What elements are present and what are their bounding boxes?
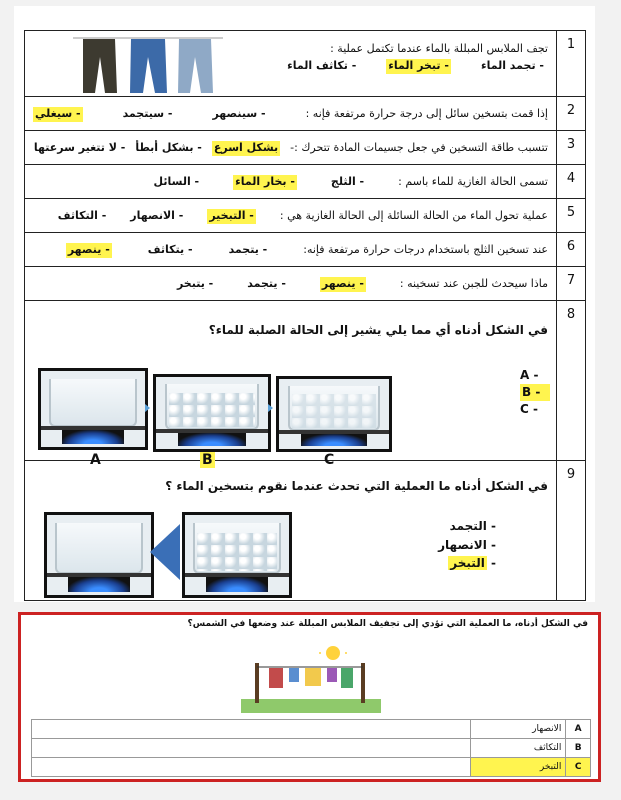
option-2[interactable]: - بشكل أبطأ: [135, 141, 202, 154]
textbook-photo: [18, 612, 601, 782]
question-number: 9: [557, 461, 586, 601]
option-2[interactable]: - يتكاثف: [147, 243, 193, 256]
question-stem: تجف الملابس المبللة بالماء عندما تكتمل عملية :: [330, 42, 548, 55]
choice-c[interactable]: C -: [520, 401, 538, 416]
option-2-selected[interactable]: - بخار الماء: [235, 175, 295, 188]
option-row-selected[interactable]: [32, 758, 591, 777]
arrow-icon: [268, 404, 273, 412]
option-1-selected[interactable]: - التبخير: [209, 209, 254, 222]
question-stem: إذا قمت بتسخين سائل إلى درجة حرارة مرتفعة فإنه :: [305, 107, 548, 120]
option-letter: A: [566, 720, 591, 739]
option-row[interactable]: [32, 720, 591, 739]
question-row: [25, 31, 586, 97]
question-number: 3: [557, 131, 586, 165]
option-row[interactable]: [32, 739, 591, 758]
option-1[interactable]: - يتجمد: [228, 243, 268, 256]
option-3[interactable]: - السائل: [153, 175, 200, 188]
option-3[interactable]: - لا تتغير سرعتها: [33, 141, 126, 154]
question-number: 5: [557, 199, 586, 233]
question-number: 6: [557, 233, 586, 267]
option-blank: [32, 720, 471, 739]
question-stem: عند تسخين الثلج باستخدام درجات حرارة مرتفعة فإنه:: [303, 243, 548, 256]
arrow-left-icon: [150, 524, 180, 580]
option-1-selected[interactable]: - ينصهر: [321, 277, 364, 290]
pot-image-water: [44, 512, 154, 598]
option-3[interactable]: - التكاثف: [57, 209, 107, 222]
choice-b-selected[interactable]: B -: [520, 384, 550, 401]
question-number: 1: [557, 31, 586, 97]
caption-b: B: [202, 452, 213, 468]
option-letter: C: [566, 758, 591, 777]
option-text: التكاثف: [470, 739, 565, 758]
option-text: التبخر: [470, 758, 565, 777]
question-row: [25, 165, 586, 199]
choice-label: التجمد: [449, 519, 487, 533]
flame-icon: [178, 433, 245, 446]
option-3-selected[interactable]: - سيغلي: [35, 107, 81, 120]
pot-image-a: [38, 368, 148, 450]
option-2[interactable]: - يتجمد: [247, 277, 286, 290]
option-blank: [32, 739, 471, 758]
option-2[interactable]: - سيتجمد: [122, 107, 173, 120]
clothesline-scene-image: [241, 643, 381, 713]
options: [33, 107, 548, 122]
option-1-selected[interactable]: بشكل اسرع: [213, 141, 279, 154]
question-row: [25, 97, 586, 131]
question-stem: في الشكل أدناه أي مما يلي يشير إلى الحالة الصلبة للماء؟: [208, 323, 548, 337]
flame-icon: [68, 577, 130, 591]
caption-c: C: [324, 452, 335, 468]
options: [33, 175, 548, 190]
question-stem: في الشكل أدناه، ما العملية التي تؤدي إلى تجفيف الملابس المبللة عند وضعها في الشمس؟: [187, 619, 588, 629]
question-number: 7: [557, 267, 586, 301]
option-3-selected[interactable]: - ينصهر: [67, 243, 110, 256]
flame-icon: [301, 434, 367, 447]
question-stem: في الشكل أدناه ما العملية التي تحدث عندما نقوم بتسخين الماء ؟: [165, 479, 548, 493]
jeans-image: [73, 35, 223, 95]
pot-glass: [55, 523, 142, 574]
pot-glass: [49, 379, 136, 428]
option-1[interactable]: - الثلج: [330, 175, 365, 188]
answer-options-table: [31, 719, 591, 777]
question-number: 4: [557, 165, 586, 199]
option-letter: B: [566, 739, 591, 758]
pot-image-ice: [182, 512, 292, 598]
question-number: 2: [557, 97, 586, 131]
option-3[interactable]: - يتبخر: [176, 277, 214, 290]
pot-image-c: [276, 376, 392, 452]
question-row: [25, 131, 586, 165]
question-stem: عملية تحول الماء من الحالة السائلة إلى الحالة الغازية هي :: [279, 209, 548, 222]
ice-cubes: [197, 533, 276, 571]
options: [33, 277, 548, 292]
question-stem: تسمى الحالة الغازية للماء باسم :: [398, 175, 548, 188]
question-row: [25, 267, 586, 301]
flame-icon: [206, 577, 268, 591]
choice-label: الانصهار: [438, 537, 487, 552]
option-1[interactable]: - تجمد الماء: [480, 58, 544, 72]
question-stem: ماذا سيحدث للجبن عند تسخينه :: [399, 277, 548, 290]
q9-choices: [406, 517, 496, 573]
option-2[interactable]: - الانصهار: [130, 209, 184, 222]
choice-evaporation-selected[interactable]: - التبخر: [450, 556, 496, 571]
question-stem: تتسبب طاقة التسخين في جعل جسيمات المادة تتحرك :-: [290, 141, 548, 154]
choice-melting[interactable]: - الانصهار: [438, 537, 496, 552]
option-1[interactable]: - سينصهر: [212, 107, 266, 120]
option-text: الانصهار: [470, 720, 565, 739]
option-3[interactable]: - تكاثف الماء: [287, 58, 357, 72]
option-blank: [32, 758, 471, 777]
options: [33, 209, 548, 224]
ice-cubes: [169, 393, 254, 428]
caption-a: A: [90, 452, 101, 468]
option-2-selected[interactable]: - تبخر الماء: [388, 58, 449, 72]
ice-cubes: [292, 394, 376, 428]
choice-label: التبخر: [450, 556, 485, 571]
options: [33, 141, 548, 156]
choice-a[interactable]: A -: [520, 368, 539, 382]
flame-icon: [62, 430, 124, 444]
choice-freezing[interactable]: - التجمد: [449, 519, 496, 533]
pot-image-b: [153, 374, 271, 452]
question-row: [25, 199, 586, 233]
options: [33, 243, 548, 258]
question-number: 8: [557, 301, 586, 461]
worksheet: [14, 6, 595, 602]
arrow-icon: [145, 404, 150, 412]
abc-choices: [520, 367, 550, 417]
question-row: [25, 233, 586, 267]
